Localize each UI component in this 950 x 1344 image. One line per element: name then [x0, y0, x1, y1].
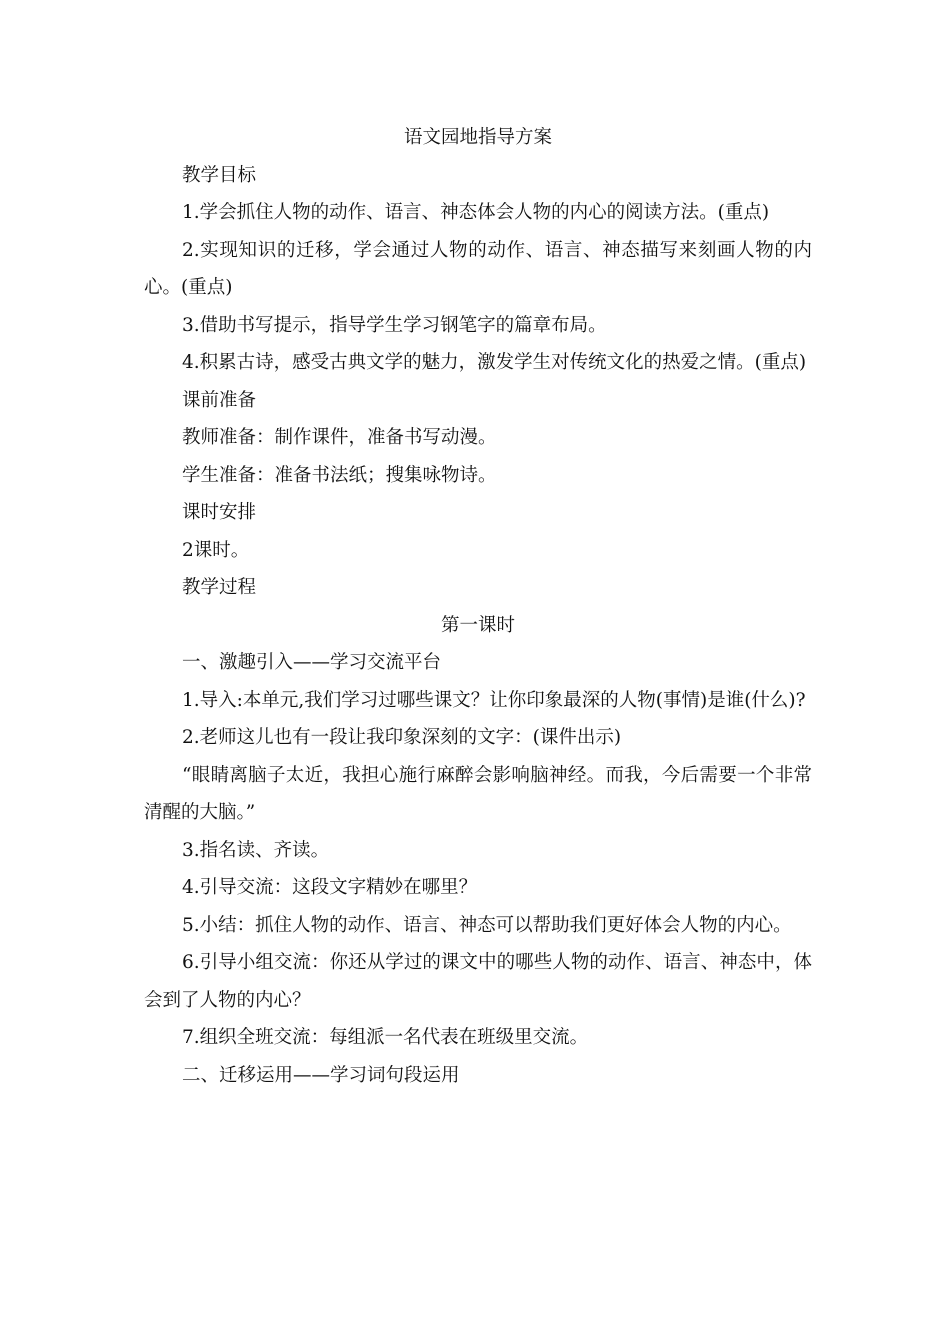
step-item: 7.组织全班交流：每组派一名代表在班级里交流。 — [182, 1027, 589, 1048]
teacher-prep: 教师准备：制作课件，准备书写动漫。 — [182, 427, 497, 448]
goal-item: 1.学会抓住人物的动作、语言、神态体会人物的内心的阅读方法。(重点) — [182, 202, 770, 223]
step-item: 3.指名读、齐读。 — [182, 839, 330, 861]
prep-heading: 课前准备 — [182, 389, 257, 411]
student-prep: 学生准备：准备书法纸；搜集咏物诗。 — [182, 464, 497, 486]
goal-item: 2.实现知识的迁移，学会通过人物的动作、语言、神态描写来刻画人物的内心。(重点) — [144, 239, 812, 298]
schedule-heading: 课时安排 — [182, 502, 257, 523]
process-heading: 教学过程 — [182, 577, 257, 598]
document-body — [144, 119, 812, 1094]
lesson-heading: 第一课时 — [440, 614, 515, 636]
step-item: 6.引导小组交流：你还从学过的课文中的哪些人物的动作、语言、神态中，体会到了人物的内心？ — [144, 952, 812, 1011]
goals-heading: 教学目标 — [182, 164, 257, 186]
goal-item: 4.积累古诗，感受古典文学的魅力，激发学生对传统文化的热爱之情。(重点) — [182, 352, 807, 373]
schedule-text: 2课时。 — [182, 539, 250, 561]
goal-item: 3.借助书写提示，指导学生学习钢笔字的篇章布局。 — [182, 314, 607, 336]
section-heading: 一、激趣引入——学习交流平台 — [182, 652, 442, 673]
step-item: 5.小结：抓住人物的动作、语言、神态可以帮助我们更好体会人物的内心。 — [182, 914, 792, 936]
step-item: 2.老师这儿也有一段让我印象深刻的文字：(课件出示) — [182, 727, 622, 748]
quote-text: “眼睛离脑子太近，我担心施行麻醉会影响脑神经。而我，今后需要一个非常清醒的大脑。” — [144, 764, 812, 823]
document-title: 语文园地指导方案 — [403, 127, 552, 148]
section-heading: 二、迁移运用——学习词句段运用 — [182, 1064, 460, 1086]
step-item: 1.导入:本单元,我们学习过哪些课文？让你印象最深的人物(事情)是谁(什么)? — [182, 689, 806, 711]
step-item: 4.引导交流：这段文字精妙在哪里？ — [182, 877, 478, 898]
